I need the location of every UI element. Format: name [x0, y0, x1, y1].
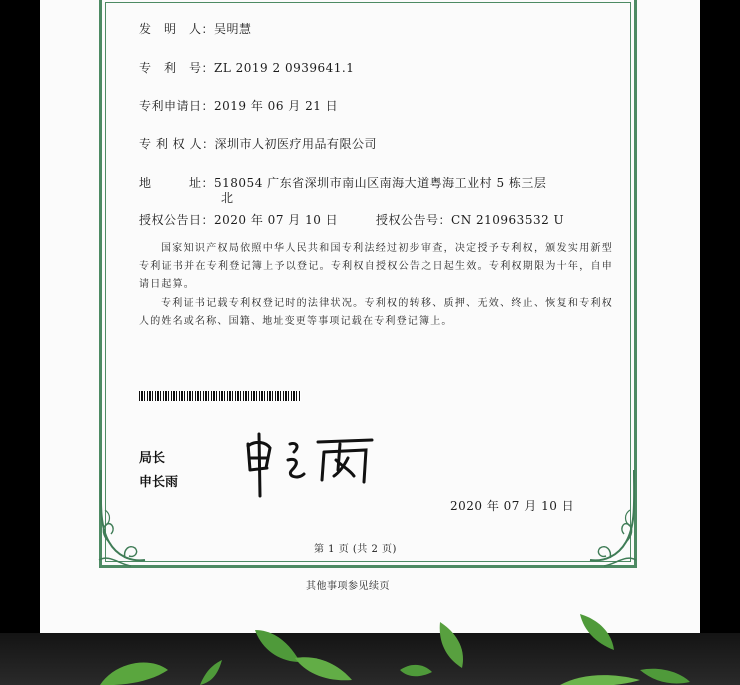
patent-number-label: 专 利 号： — [139, 61, 215, 75]
grant-number-value: CN 210963532 U — [451, 213, 565, 227]
director-name: 申长雨 — [139, 475, 179, 490]
address-value-line1: 518054 广东省深圳市南山区南海大道粤海工业村 5 栋三层 — [214, 176, 547, 190]
grant-number-label: 授权公告号： — [376, 213, 452, 227]
grant-date-label: 授权公告日： — [139, 213, 215, 227]
inventor-value: 吴明慧 — [214, 22, 252, 36]
grant-paragraph: 国家知识产权局依照中华人民共和国专利法经过初步审查，决定授予专利权，颁发实用新型专利证书并在专利登记簿上予以登记。专利权自授权公告之日起生效。专利权期限为十年，自申请日起算。 — [139, 243, 613, 290]
grant-date-row — [139, 211, 338, 228]
address-value-line2: 北 — [221, 191, 234, 205]
application-date-label: 专利申请日： — [139, 99, 215, 113]
patentee-row — [139, 135, 377, 152]
grant-number-row — [376, 211, 564, 228]
application-date-row — [139, 97, 338, 114]
patent-number-row — [139, 59, 354, 76]
address-row — [139, 174, 546, 191]
page-indicator: 第 1 页 (共 2 页) — [314, 544, 397, 555]
patentee-label: 专 利 权 人： — [139, 137, 215, 151]
application-date-value: 2019 年 06 月 21 日 — [214, 99, 339, 113]
director-signature-icon — [240, 430, 380, 500]
continuation-note: 其他事项参见续页 — [306, 581, 390, 592]
patentee-value: 深圳市人初医疗用品有限公司 — [214, 137, 377, 151]
director-title: 局长 — [139, 451, 166, 466]
leaves-decoration-icon — [0, 600, 740, 685]
legal-status-paragraph: 专利证书记载专利权登记时的法律状况。专利权的转移、质押、无效、终止、恢复和专利权人的姓名或名称、国籍、地址变更等事项记载在专利登记簿上。 — [139, 298, 613, 327]
corner-ornament-right-icon — [580, 470, 640, 570]
inventor-row — [139, 20, 252, 37]
patent-number-value: ZL 2019 2 0939641.1 — [214, 61, 355, 75]
sign-date: 2020 年 07 月 10 日 — [450, 499, 575, 513]
barcode — [139, 391, 301, 401]
inventor-label: 发 明 人： — [139, 22, 215, 36]
address-label: 地 址： — [139, 176, 215, 190]
grant-date-value: 2020 年 07 月 10 日 — [214, 213, 339, 227]
